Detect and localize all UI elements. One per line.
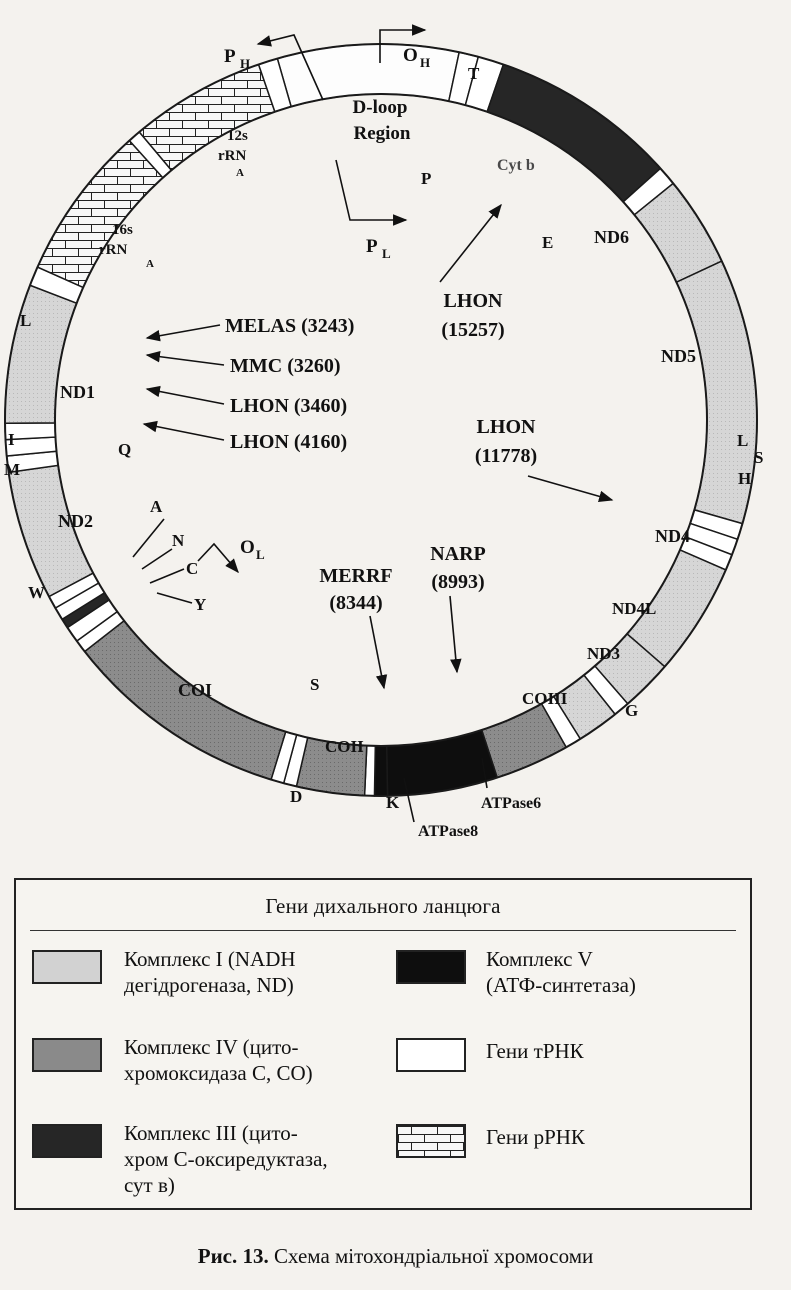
nd5-label: ND5 — [661, 346, 696, 366]
rrna12-label-1: 12s — [227, 128, 248, 144]
legend-complex3 — [124, 1120, 328, 1198]
trna-w-label: W — [28, 583, 45, 602]
mutation-merrf-label-1: MERRF — [319, 565, 393, 587]
mutation-narp-label-2: (8993) — [431, 571, 485, 593]
mutation-merrf-label-2: (8344) — [329, 592, 383, 614]
mutation-lhon3460-label: LHON (3460) — [230, 395, 348, 417]
mutation-lhon11778-label-2: (11778) — [474, 445, 538, 467]
leader-c — [150, 569, 184, 583]
swatch-complex3 — [32, 1124, 102, 1158]
ol-label: O — [240, 537, 255, 558]
cytb-segment — [487, 64, 660, 201]
swatch-complex1 — [32, 950, 102, 984]
arrow-melas — [147, 325, 220, 338]
atpase8-label: ATPase8 — [418, 823, 479, 840]
trna-e-label: E — [542, 233, 554, 252]
mutation-narp-label-1: NARP — [430, 543, 486, 565]
arrow-lhon11778 — [528, 476, 612, 500]
legend-complex5-line1: Комплекс V — [486, 947, 593, 971]
d-loop-label-2: Region — [353, 123, 411, 144]
rrna16-label-1: 16s — [112, 222, 133, 238]
caption-label: Рис. 13. — [197, 1244, 269, 1268]
swatch-complex5 — [396, 950, 466, 984]
legend-rrna: Гени рРНК — [486, 1125, 585, 1149]
legend-complex4-line2: хромоксидаза С, СО) — [124, 1061, 313, 1085]
cytb-label: Cyt b — [497, 157, 535, 174]
swatch-rrna — [396, 1124, 466, 1158]
d-loop-label-1: D-loop — [352, 97, 408, 118]
legend-complex1 — [124, 946, 296, 998]
rrna16-segment — [38, 141, 163, 288]
swatch-complex4 — [32, 1038, 102, 1072]
nd4-label: ND4 — [655, 526, 690, 546]
mutation-mmc-label: MMC (3260) — [230, 355, 341, 377]
trna-k-label: K — [386, 793, 400, 812]
legend-complex3-line1: Комплекс III (цито- — [124, 1121, 298, 1145]
arrow-lhon4160 — [144, 424, 224, 440]
ph-label-sub: H — [240, 56, 251, 71]
mutation-melas-label: MELAS (3243) — [225, 315, 355, 337]
legend-complex3-line2: хром С-оксиредуктаза, — [124, 1147, 328, 1171]
nd2-label: ND2 — [58, 511, 93, 531]
mutation-lhon15257-label-2: (15257) — [441, 319, 505, 341]
legend-divider — [30, 930, 736, 931]
arrow-lhon3460 — [147, 389, 224, 404]
legend-title: Гени дихального ланцюга — [265, 894, 501, 918]
legend-complex1-line1: Комплекс I (NADH — [124, 947, 296, 971]
legend-trna: Гени тРНК — [486, 1039, 584, 1063]
arrow-ol — [198, 544, 238, 572]
coiii-label: COIII — [522, 689, 568, 708]
trna-y-label: Y — [194, 595, 207, 614]
rrna12-segment — [139, 64, 275, 170]
trna-g-label: G — [625, 701, 639, 720]
trna-h-label: H — [738, 469, 752, 488]
oh-label-sub: H — [420, 55, 431, 70]
rrna12-label-sub: A — [236, 167, 244, 179]
mutation-lhon11778-label-1: LHON — [476, 416, 536, 438]
oh-label: O — [403, 45, 418, 66]
arrow-pl — [336, 160, 406, 220]
trna-i-label: I — [8, 430, 15, 449]
rrna16-label-sub: A — [146, 258, 154, 270]
figure-caption — [0, 1244, 791, 1269]
mutation-lhon15257-label-1: LHON — [443, 290, 503, 312]
nd4l-label: ND4L — [612, 599, 657, 618]
leader-n — [142, 549, 172, 569]
coi-segment — [85, 621, 286, 780]
ol-label-sub: L — [256, 547, 265, 562]
swatch-trna — [396, 1038, 466, 1072]
legend-complex3-line3: сут в) — [124, 1173, 175, 1197]
ph-label: P — [224, 46, 236, 67]
trna-d-label: D — [290, 787, 303, 806]
brick-pattern-icon — [398, 1126, 464, 1156]
trna-q-label: Q — [118, 440, 132, 459]
arrow-narp — [450, 596, 457, 672]
pl-label-sub: L — [382, 246, 391, 261]
trna-c-label: C — [186, 559, 199, 578]
trna-l-top-label: L — [20, 311, 32, 330]
legend-complex4-line1: Комплекс IV (цито- — [124, 1035, 299, 1059]
atpase8-segment — [374, 746, 387, 796]
caption-text: Схема мітохондріальної хромосоми — [268, 1244, 594, 1268]
trna-t-label: T — [468, 64, 480, 83]
nd1-label: ND1 — [60, 382, 95, 402]
rrna16-label-2: rRN — [99, 242, 128, 258]
mutation-lhon4160-label: LHON (4160) — [230, 431, 348, 453]
trna-n-label: N — [172, 531, 185, 550]
trna-s-bottom-label: S — [310, 675, 320, 694]
rrna12-label-2: rRN — [218, 148, 247, 164]
trna-a-label: A — [150, 497, 163, 516]
trna-s-right-label: S — [754, 448, 764, 467]
ring-segments — [5, 44, 757, 796]
legend-complex4 — [124, 1034, 313, 1086]
nd3-label: ND3 — [587, 644, 621, 663]
coi-label: COI — [178, 680, 213, 700]
trna-m-label: M — [4, 460, 21, 479]
leader-y — [157, 593, 192, 603]
legend-box — [14, 878, 752, 1210]
pl-label: P — [366, 236, 378, 257]
legend-complex5-line2: (АТФ-синтетаза) — [486, 973, 636, 997]
nd6-label: ND6 — [594, 227, 629, 247]
trna-l-right-label: L — [737, 431, 749, 450]
legend-complex1-line2: дегідрогеназа, ND) — [124, 973, 294, 997]
leader-a — [133, 519, 164, 557]
arrow-merrf — [370, 616, 384, 688]
legend-complex5 — [486, 946, 636, 998]
coii-label: COII — [325, 737, 364, 756]
trna-p-label: P — [421, 169, 432, 188]
arrow-lhon15257 — [440, 205, 501, 282]
arrow-mmc — [147, 355, 224, 365]
nd1-segment — [5, 285, 77, 423]
atpase6-label: ATPase6 — [481, 795, 542, 812]
